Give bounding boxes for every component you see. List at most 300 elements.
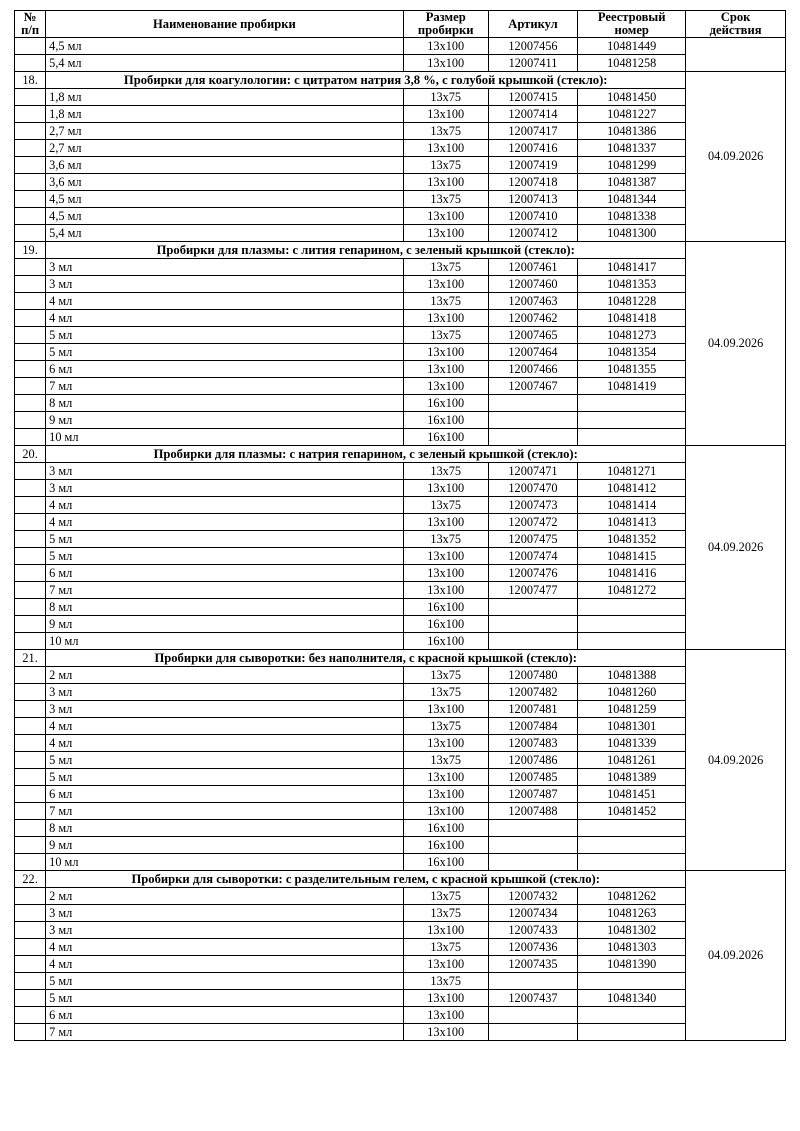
term-cell: 04.09.2026 <box>686 446 786 650</box>
tube-size: 13х75 <box>403 327 488 344</box>
tube-registry-number: 10481259 <box>578 701 686 718</box>
row-number <box>15 208 46 225</box>
table-row <box>15 395 786 412</box>
tube-registry-number <box>578 429 686 446</box>
tube-size: 13х75 <box>403 259 488 276</box>
tube-registry-number: 10481354 <box>578 344 686 361</box>
tube-volume: 9 мл <box>46 412 403 429</box>
tube-volume: 6 мл <box>46 786 403 803</box>
table-row <box>15 259 786 276</box>
tube-article: 12007475 <box>488 531 577 548</box>
table-row <box>15 106 786 123</box>
tube-volume: 7 мл <box>46 582 403 599</box>
row-number <box>15 38 46 55</box>
row-number <box>15 344 46 361</box>
tube-size: 16х100 <box>403 633 488 650</box>
tube-registry-number: 10481449 <box>578 38 686 55</box>
tube-volume: 10 мл <box>46 429 403 446</box>
tube-article: 12007463 <box>488 293 577 310</box>
header-number-line2: п/п <box>21 23 40 38</box>
row-number <box>15 752 46 769</box>
row-number <box>15 497 46 514</box>
tube-article <box>488 854 577 871</box>
row-number <box>15 973 46 990</box>
row-number <box>15 395 46 412</box>
row-number <box>15 718 46 735</box>
tube-registry-number: 10481388 <box>578 667 686 684</box>
tube-article: 12007413 <box>488 191 577 208</box>
tube-volume: 4 мл <box>46 718 403 735</box>
tube-volume: 5 мл <box>46 752 403 769</box>
tube-registry-number: 10481260 <box>578 684 686 701</box>
group-title: Пробирки для сыворотки: с разделительным гелем, с красной крышкой (стекло): <box>46 871 686 888</box>
tube-article <box>488 616 577 633</box>
tube-article: 12007462 <box>488 310 577 327</box>
table-row <box>15 89 786 106</box>
table-row <box>15 582 786 599</box>
term-cell-empty <box>686 38 786 72</box>
tube-size: 13х75 <box>403 191 488 208</box>
row-number <box>15 820 46 837</box>
table-row <box>15 327 786 344</box>
header-number-line1: № <box>23 10 37 24</box>
tube-article: 12007464 <box>488 344 577 361</box>
tube-volume: 1,8 мл <box>46 106 403 123</box>
header-registry-line2: номер <box>614 23 649 38</box>
tube-volume: 4 мл <box>46 497 403 514</box>
tube-size: 13х75 <box>403 497 488 514</box>
tube-volume: 7 мл <box>46 378 403 395</box>
tube-volume: 5 мл <box>46 548 403 565</box>
table-row <box>15 616 786 633</box>
tube-size: 16х100 <box>403 395 488 412</box>
row-number <box>15 922 46 939</box>
tube-volume: 3,6 мл <box>46 174 403 191</box>
tube-article: 12007437 <box>488 990 577 1007</box>
row-number <box>15 157 46 174</box>
table-row <box>15 140 786 157</box>
tube-article <box>488 412 577 429</box>
tube-registry-number <box>578 1024 686 1041</box>
tube-registry-number: 10481452 <box>578 803 686 820</box>
table-row <box>15 769 786 786</box>
tube-registry-number: 10481417 <box>578 259 686 276</box>
table-row <box>15 548 786 565</box>
tube-volume: 3 мл <box>46 463 403 480</box>
tube-size: 13х100 <box>403 361 488 378</box>
tube-size: 13х100 <box>403 38 488 55</box>
tube-size: 13х100 <box>403 480 488 497</box>
group-title: Пробирки для плазмы: с лития гепарином, с зеленый крышкой (стекло): <box>46 242 686 259</box>
table-row <box>15 174 786 191</box>
tube-registry-number: 10481300 <box>578 225 686 242</box>
tube-article: 12007474 <box>488 548 577 565</box>
tube-article: 12007433 <box>488 922 577 939</box>
tube-volume: 3 мл <box>46 259 403 276</box>
tube-registry-number: 10481390 <box>578 956 686 973</box>
tube-size: 13х100 <box>403 225 488 242</box>
tube-article: 12007436 <box>488 939 577 956</box>
tube-registry-number: 10481273 <box>578 327 686 344</box>
tube-size: 13х100 <box>403 786 488 803</box>
row-number <box>15 599 46 616</box>
row-number <box>15 990 46 1007</box>
row-number <box>15 531 46 548</box>
header-term-line1: Срок <box>720 10 751 24</box>
tube-registry-number: 10481228 <box>578 293 686 310</box>
tube-volume: 8 мл <box>46 395 403 412</box>
tube-size: 13х75 <box>403 89 488 106</box>
tube-registry-number: 10481387 <box>578 174 686 191</box>
row-number <box>15 837 46 854</box>
tube-volume: 4 мл <box>46 956 403 973</box>
tube-volume: 3 мл <box>46 276 403 293</box>
tube-registry-number: 10481416 <box>578 565 686 582</box>
tube-article: 12007477 <box>488 582 577 599</box>
tube-article: 12007467 <box>488 378 577 395</box>
tube-article: 12007484 <box>488 718 577 735</box>
tube-article: 12007412 <box>488 225 577 242</box>
tube-size: 13х75 <box>403 718 488 735</box>
tube-article <box>488 395 577 412</box>
table-row <box>15 514 786 531</box>
tube-size: 13х75 <box>403 939 488 956</box>
tube-registry-number: 10481418 <box>578 310 686 327</box>
header-term-line2: действия <box>709 23 762 38</box>
row-number <box>15 123 46 140</box>
header-size-line2: пробирки <box>417 23 474 38</box>
tube-volume: 5 мл <box>46 327 403 344</box>
tube-registry-number <box>578 599 686 616</box>
table-row <box>15 157 786 174</box>
header-registry-number <box>578 11 686 38</box>
table-row <box>15 905 786 922</box>
tube-size: 16х100 <box>403 412 488 429</box>
table-row <box>15 191 786 208</box>
group-number: 22. <box>15 871 46 888</box>
table-row <box>15 1024 786 1041</box>
table-row <box>15 565 786 582</box>
tube-article: 12007435 <box>488 956 577 973</box>
tube-registry-number: 10481227 <box>578 106 686 123</box>
tube-size: 16х100 <box>403 616 488 633</box>
tube-size: 13х100 <box>403 174 488 191</box>
tube-registry-number: 10481344 <box>578 191 686 208</box>
table-row <box>15 208 786 225</box>
tube-article: 12007456 <box>488 38 577 55</box>
tube-size: 13х100 <box>403 514 488 531</box>
tube-volume: 8 мл <box>46 820 403 837</box>
table-row <box>15 837 786 854</box>
row-number <box>15 327 46 344</box>
table-group-row <box>15 242 786 259</box>
tube-volume: 3 мл <box>46 922 403 939</box>
tube-article: 12007419 <box>488 157 577 174</box>
row-number <box>15 905 46 922</box>
tube-registry-number: 10481451 <box>578 786 686 803</box>
row-number <box>15 633 46 650</box>
tube-size: 13х100 <box>403 735 488 752</box>
group-title: Пробирки для сыворотки: без наполнителя, с красной крышкой (стекло): <box>46 650 686 667</box>
row-number <box>15 140 46 157</box>
tube-volume: 3,6 мл <box>46 157 403 174</box>
tube-size: 13х100 <box>403 378 488 395</box>
tube-size: 16х100 <box>403 854 488 871</box>
group-title: Пробирки для плазмы: с натрия гепарином, с зеленый крышкой (стекло): <box>46 446 686 463</box>
tube-article <box>488 599 577 616</box>
tube-registry-number: 10481340 <box>578 990 686 1007</box>
tube-size: 13х100 <box>403 922 488 939</box>
table-row <box>15 463 786 480</box>
tube-registry-number <box>578 854 686 871</box>
tube-size: 13х100 <box>403 1007 488 1024</box>
row-number <box>15 1007 46 1024</box>
table-row <box>15 990 786 1007</box>
header-number <box>15 11 46 38</box>
tube-registry-number: 10481412 <box>578 480 686 497</box>
tube-registry-number <box>578 1007 686 1024</box>
tube-size: 13х100 <box>403 276 488 293</box>
tube-volume: 4,5 мл <box>46 191 403 208</box>
term-cell: 04.09.2026 <box>686 72 786 242</box>
row-number <box>15 378 46 395</box>
tube-article: 12007485 <box>488 769 577 786</box>
table-row <box>15 973 786 990</box>
tube-article: 12007476 <box>488 565 577 582</box>
table-row <box>15 701 786 718</box>
tube-size: 13х75 <box>403 667 488 684</box>
row-number <box>15 616 46 633</box>
tube-volume: 10 мл <box>46 633 403 650</box>
row-number <box>15 174 46 191</box>
tube-registry-number <box>578 973 686 990</box>
tube-article: 12007487 <box>488 786 577 803</box>
tube-article: 12007460 <box>488 276 577 293</box>
header-size <box>403 11 488 38</box>
row-number <box>15 293 46 310</box>
row-number <box>15 55 46 72</box>
tube-size: 13х75 <box>403 293 488 310</box>
table-row <box>15 429 786 446</box>
tube-registry-number: 10481272 <box>578 582 686 599</box>
group-number: 21. <box>15 650 46 667</box>
table-row <box>15 667 786 684</box>
tube-article <box>488 429 577 446</box>
table-row <box>15 633 786 650</box>
tube-volume: 5 мл <box>46 973 403 990</box>
tube-volume: 7 мл <box>46 1024 403 1041</box>
table-row <box>15 378 786 395</box>
tube-volume: 6 мл <box>46 361 403 378</box>
tube-registry-number: 10481262 <box>578 888 686 905</box>
tube-volume: 10 мл <box>46 854 403 871</box>
tube-size: 13х100 <box>403 701 488 718</box>
tube-volume: 4 мл <box>46 514 403 531</box>
table-body <box>15 38 786 1041</box>
tube-article: 12007471 <box>488 463 577 480</box>
table-row <box>15 718 786 735</box>
tube-article: 12007432 <box>488 888 577 905</box>
tube-size: 13х75 <box>403 157 488 174</box>
table-row <box>15 276 786 293</box>
row-number <box>15 225 46 242</box>
tube-registry-number <box>578 395 686 412</box>
tube-volume: 8 мл <box>46 599 403 616</box>
row-number <box>15 480 46 497</box>
header-size-line1: Размер <box>425 10 466 24</box>
tube-article <box>488 820 577 837</box>
tube-registry-number: 10481261 <box>578 752 686 769</box>
tube-registry-number: 10481386 <box>578 123 686 140</box>
table-group-row <box>15 871 786 888</box>
row-number <box>15 463 46 480</box>
tube-registry-number <box>578 616 686 633</box>
row-number <box>15 684 46 701</box>
tube-size: 13х75 <box>403 905 488 922</box>
tube-article: 12007411 <box>488 55 577 72</box>
tube-size: 13х75 <box>403 752 488 769</box>
group-number: 20. <box>15 446 46 463</box>
table-row <box>15 956 786 973</box>
tube-volume: 7 мл <box>46 803 403 820</box>
tube-registry-number: 10481258 <box>578 55 686 72</box>
tube-volume: 4,5 мл <box>46 208 403 225</box>
table-row <box>15 310 786 327</box>
tube-volume: 3 мл <box>46 701 403 718</box>
row-number <box>15 582 46 599</box>
tube-article: 12007410 <box>488 208 577 225</box>
table-header-row <box>15 11 786 38</box>
tube-volume: 5 мл <box>46 769 403 786</box>
tube-article: 12007482 <box>488 684 577 701</box>
tube-registry-number: 10481353 <box>578 276 686 293</box>
tube-volume: 4 мл <box>46 310 403 327</box>
row-number <box>15 514 46 531</box>
table-row <box>15 123 786 140</box>
tube-volume: 4,5 мл <box>46 38 403 55</box>
table-row <box>15 684 786 701</box>
tube-registry-number: 10481339 <box>578 735 686 752</box>
table-row <box>15 939 786 956</box>
table-row <box>15 55 786 72</box>
table-row <box>15 599 786 616</box>
tube-article: 12007416 <box>488 140 577 157</box>
tube-registry-number: 10481389 <box>578 769 686 786</box>
tube-registry-number: 10481303 <box>578 939 686 956</box>
tube-article: 12007470 <box>488 480 577 497</box>
tube-size: 13х75 <box>403 973 488 990</box>
tube-volume: 2 мл <box>46 667 403 684</box>
row-number <box>15 89 46 106</box>
tube-article: 12007466 <box>488 361 577 378</box>
table-row <box>15 752 786 769</box>
tube-volume: 4 мл <box>46 939 403 956</box>
table-row <box>15 480 786 497</box>
table-group-row <box>15 72 786 89</box>
tube-article <box>488 973 577 990</box>
tube-size: 13х100 <box>403 208 488 225</box>
tube-volume: 3 мл <box>46 480 403 497</box>
row-number <box>15 429 46 446</box>
tube-volume: 2,7 мл <box>46 123 403 140</box>
tube-volume: 3 мл <box>46 684 403 701</box>
tube-size: 13х100 <box>403 769 488 786</box>
tube-size: 13х75 <box>403 463 488 480</box>
tube-volume: 6 мл <box>46 565 403 582</box>
table-row <box>15 361 786 378</box>
tube-size: 13х75 <box>403 888 488 905</box>
tube-size: 13х100 <box>403 565 488 582</box>
table-row <box>15 786 786 803</box>
tube-article: 12007415 <box>488 89 577 106</box>
row-number <box>15 854 46 871</box>
tube-size: 13х75 <box>403 531 488 548</box>
table-header <box>15 11 786 38</box>
header-term <box>686 11 786 38</box>
tube-volume: 9 мл <box>46 837 403 854</box>
tube-volume: 5 мл <box>46 531 403 548</box>
tube-catalog-table <box>14 10 786 1041</box>
table-row <box>15 531 786 548</box>
tube-article: 12007472 <box>488 514 577 531</box>
row-number <box>15 191 46 208</box>
tube-registry-number <box>578 837 686 854</box>
tube-article: 12007486 <box>488 752 577 769</box>
tube-volume: 5 мл <box>46 344 403 361</box>
row-number <box>15 1024 46 1041</box>
row-number <box>15 412 46 429</box>
table-row <box>15 820 786 837</box>
tube-volume: 3 мл <box>46 905 403 922</box>
table-group-row <box>15 650 786 667</box>
table-row <box>15 922 786 939</box>
table-row <box>15 412 786 429</box>
table-row <box>15 1007 786 1024</box>
tube-volume: 5 мл <box>46 990 403 1007</box>
tube-registry-number: 10481271 <box>578 463 686 480</box>
table-row <box>15 888 786 905</box>
tube-volume: 2,7 мл <box>46 140 403 157</box>
tube-registry-number: 10481450 <box>578 89 686 106</box>
header-registry-line1: Реестровый <box>597 10 666 24</box>
table-row <box>15 225 786 242</box>
tube-size: 13х100 <box>403 140 488 157</box>
tube-registry-number: 10481263 <box>578 905 686 922</box>
row-number <box>15 310 46 327</box>
row-number <box>15 888 46 905</box>
tube-size: 16х100 <box>403 837 488 854</box>
header-name: Наименование пробирки <box>46 11 403 38</box>
tube-registry-number: 10481413 <box>578 514 686 531</box>
tube-size: 13х100 <box>403 990 488 1007</box>
group-number: 18. <box>15 72 46 89</box>
tube-article: 12007418 <box>488 174 577 191</box>
row-number <box>15 276 46 293</box>
tube-size: 16х100 <box>403 429 488 446</box>
tube-registry-number: 10481338 <box>578 208 686 225</box>
tube-registry-number: 10481355 <box>578 361 686 378</box>
tube-volume: 2 мл <box>46 888 403 905</box>
table-group-row <box>15 446 786 463</box>
tube-volume: 5,4 мл <box>46 55 403 72</box>
tube-registry-number <box>578 633 686 650</box>
tube-size: 13х100 <box>403 803 488 820</box>
tube-article: 12007417 <box>488 123 577 140</box>
tube-article: 12007465 <box>488 327 577 344</box>
tube-size: 13х100 <box>403 106 488 123</box>
tube-size: 13х100 <box>403 344 488 361</box>
row-number <box>15 565 46 582</box>
